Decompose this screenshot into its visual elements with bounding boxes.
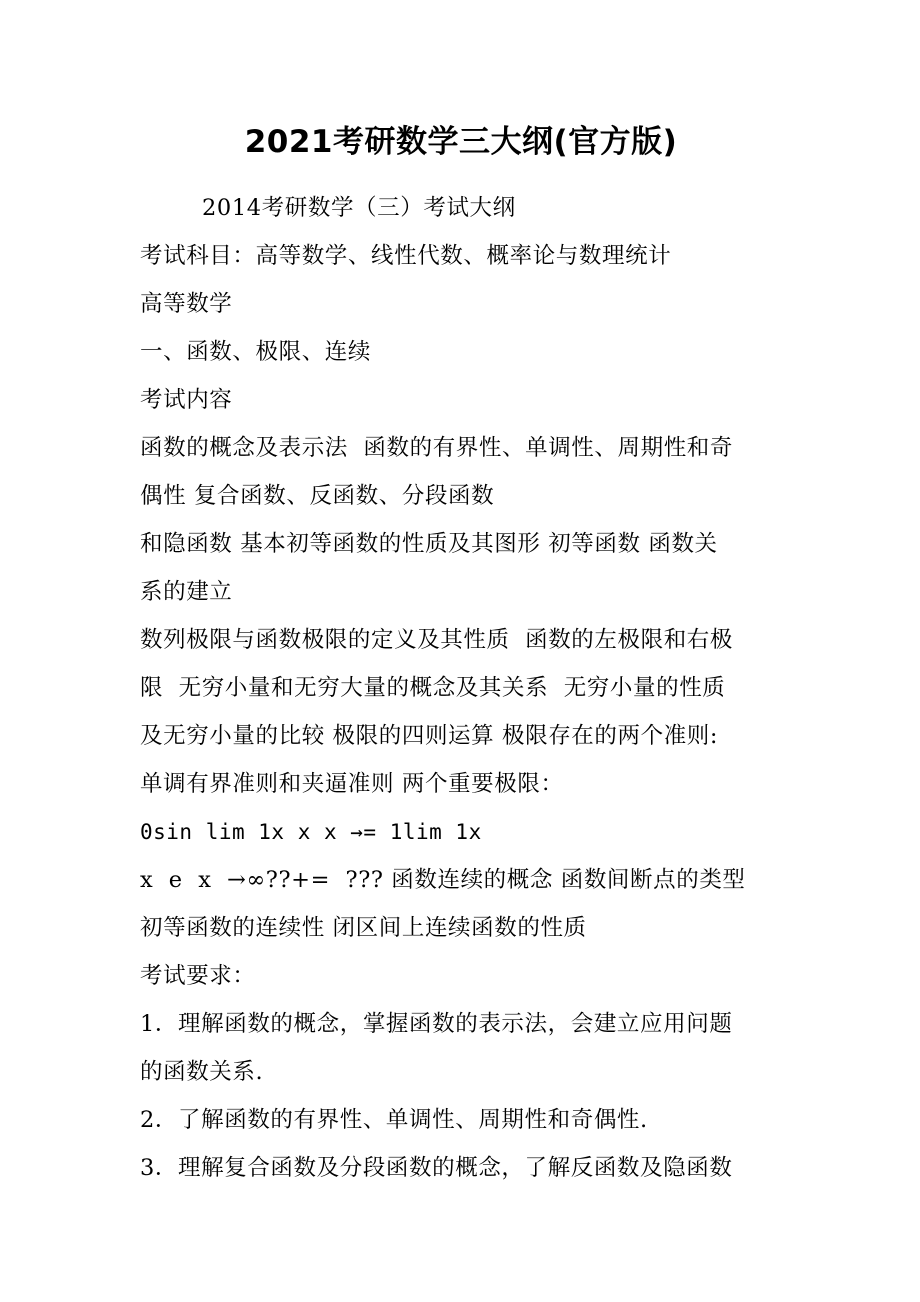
paragraph-line: 和隐函数 基本初等函数的性质及其图形 初等函数 函数关 [140,531,718,557]
document-body [140,184,782,1192]
exam-subjects-line: 考试科目：高等数学、线性代数、概率论与数理统计 [140,243,672,269]
paragraph-line: 单调有界准则和夹逼准则 两个重要极限： [140,771,564,797]
paragraph-line: 数列极限与函数极限的定义及其性质 函数的左极限和右极 [140,627,734,653]
section-heading: 高等数学 [140,291,233,317]
exam-requirements-heading: 考试要求： [140,963,256,989]
exam-content-heading: 考试内容 [140,387,233,413]
formula-line: x e x →∞??+= ??? 函数连续的概念 函数间断点的类型 [140,867,746,893]
subtitle-line: 2014考研数学（三）考试大纲 [202,195,516,221]
chapter-heading: 一、函数、极限、连续 [140,339,372,365]
requirement-item: 1．理解函数的概念，掌握函数的表示法，会建立应用问题 [140,1011,733,1037]
paragraph-line: 函数的概念及表示法 函数的有界性、单调性、周期性和奇 [140,435,734,461]
paragraph-line: 系的建立 [140,579,233,605]
paragraph-line: 偶性 复合函数、反函数、分段函数 [140,483,495,509]
paragraph-line: 限 无穷小量和无穷大量的概念及其关系 无穷小量的性质 [140,675,726,701]
paragraph-line: 初等函数的连续性 闭区间上连续函数的性质 [140,915,587,941]
requirement-item: 3．理解复合函数及分段函数的概念，了解反函数及隐函数 [140,1155,733,1181]
formula-line: 0sin lim 1x x x →= 1lim 1x [140,820,482,844]
requirement-item: 2．了解函数的有界性、单调性、周期性和奇偶性. [140,1107,648,1133]
paragraph-line: 及无穷小量的比较 极限的四则运算 极限存在的两个准则: [140,723,719,749]
requirement-item: 的函数关系. [140,1059,264,1085]
document-title: 2021考研数学三大纲(官方版) [244,124,678,160]
